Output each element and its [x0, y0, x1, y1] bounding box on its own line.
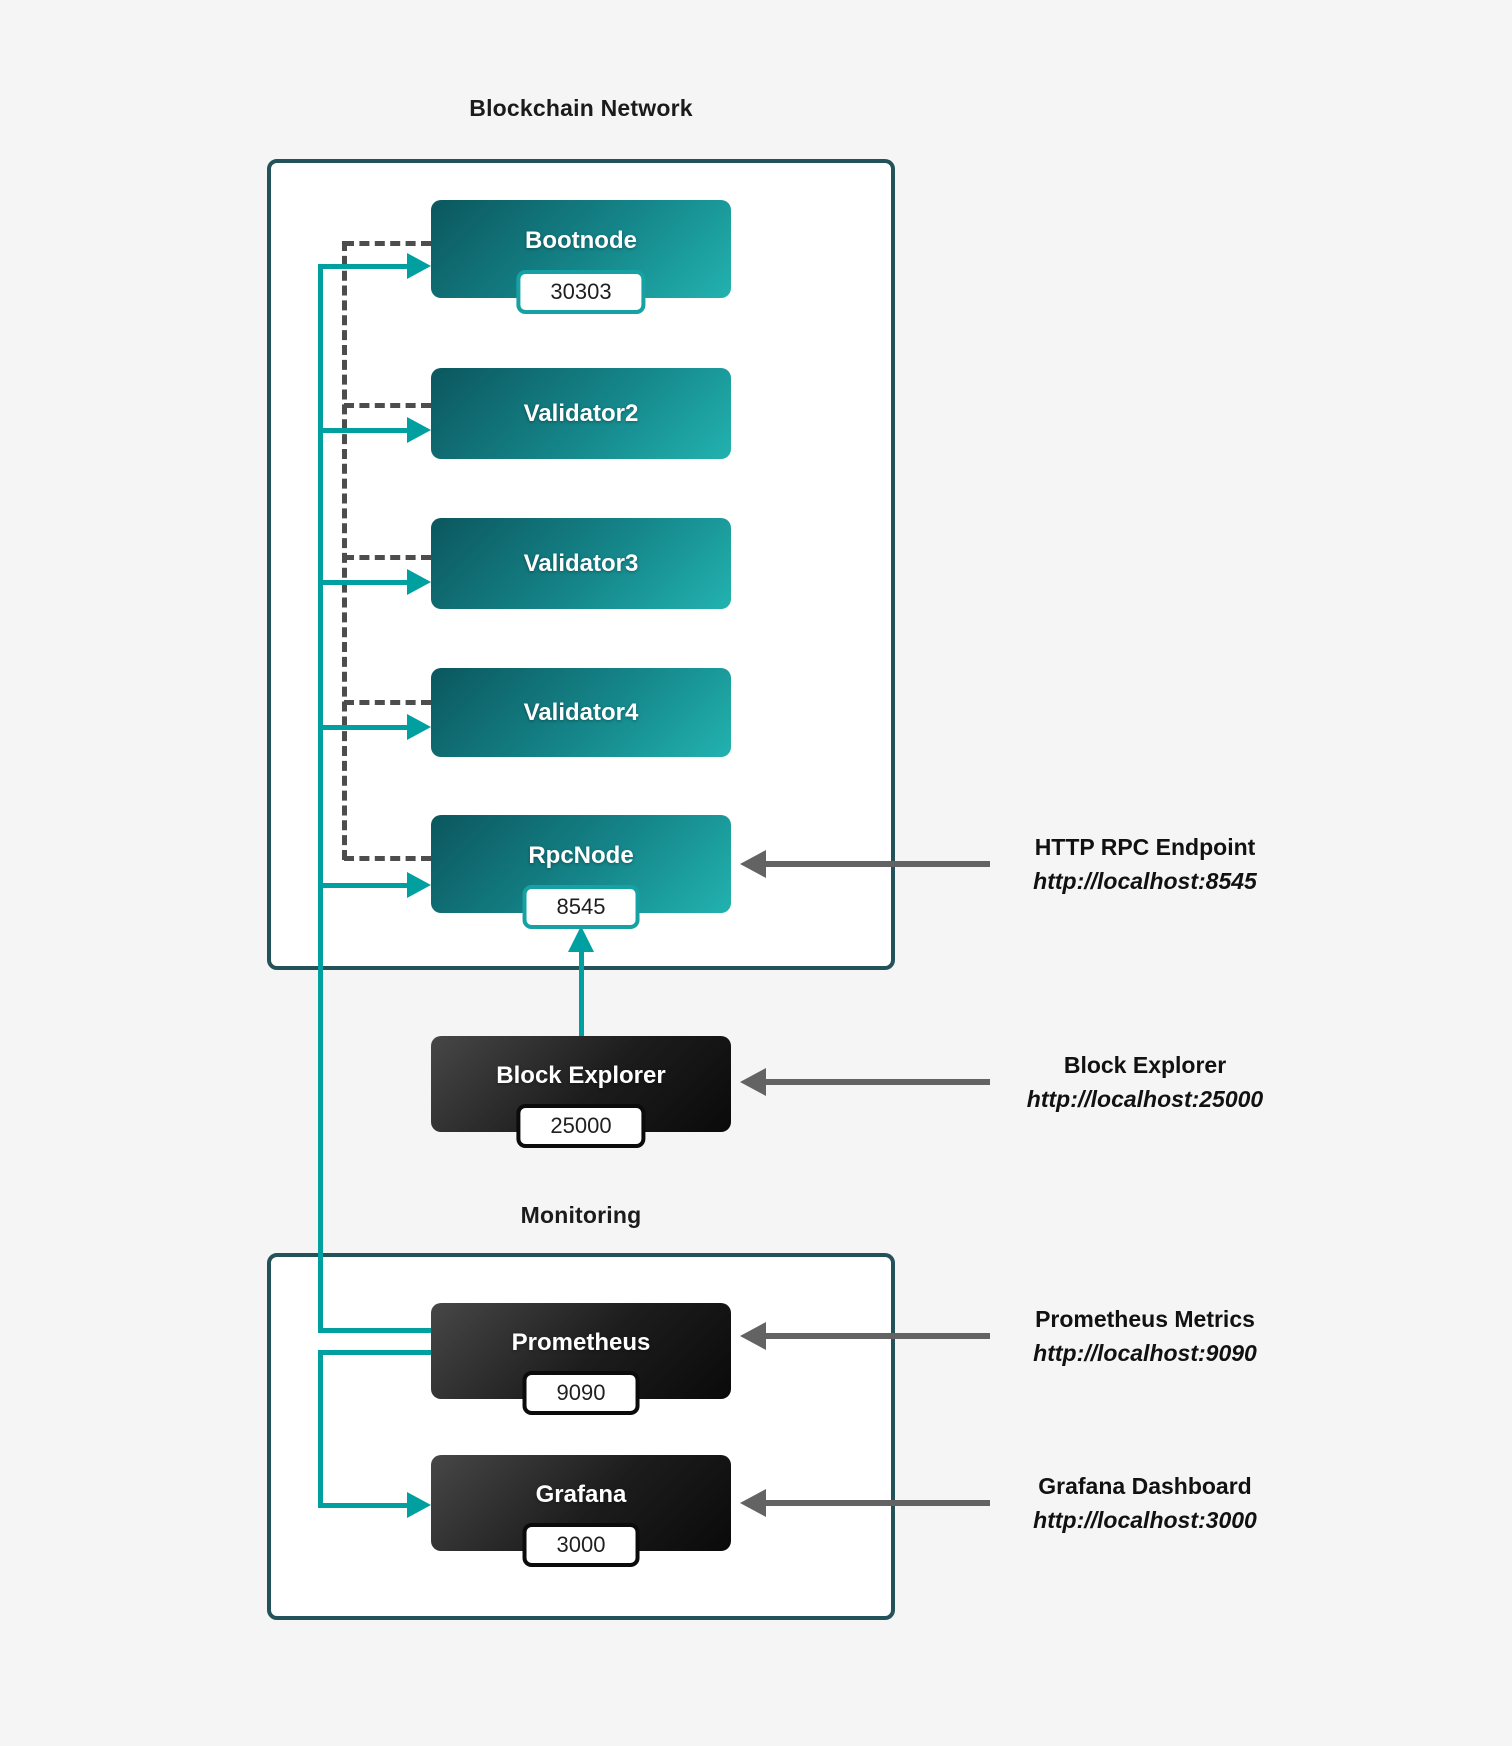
dashed-connector-rpcnode — [344, 856, 431, 861]
node-prometheus — [431, 1303, 731, 1405]
node-validator2-label: Validator2 — [523, 399, 639, 427]
annotation-grafana-url: http://localhost:3000 — [1033, 1507, 1257, 1533]
node-validator4-label: Validator4 — [523, 698, 639, 726]
node-grafana — [431, 1455, 731, 1557]
node-bootnode-label: Bootnode — [525, 227, 637, 254]
node-prometheus-port-badge: 9090 — [523, 1371, 640, 1415]
annotation-prometheus — [985, 1302, 1305, 1370]
dashed-connector-bootnode — [344, 241, 431, 246]
node-block-explorer-port-badge: 25000 — [516, 1104, 645, 1148]
node-grafana-label: Grafana — [535, 1481, 627, 1508]
dashed-connector-validator3 — [344, 555, 431, 560]
gray-arrowhead-block-explorer — [740, 1068, 766, 1096]
gray-arrow-line-rpc-endpoint — [764, 861, 990, 867]
node-prometheus-label: Prometheus — [511, 1329, 651, 1356]
teal-branch-validator2 — [318, 428, 409, 433]
arrowhead-up-into-rpcnode-port — [568, 926, 594, 952]
gray-arrow-line-block-explorer — [764, 1079, 990, 1085]
annotation-rpc-endpoint — [985, 830, 1305, 898]
arrowhead-into-bootnode — [407, 253, 431, 279]
annotation-grafana-title: Grafana Dashboard — [1038, 1473, 1252, 1499]
node-block-explorer — [431, 1036, 731, 1138]
node-rpcnode — [431, 815, 731, 919]
arrowhead-into-validator3 — [407, 569, 431, 595]
annotation-grafana — [985, 1469, 1305, 1537]
dashed-connector-validator2 — [344, 403, 431, 408]
teal-branch-bootnode — [318, 264, 409, 269]
arrowhead-into-grafana — [407, 1492, 431, 1518]
teal-branch-validator3 — [318, 580, 409, 585]
arrowhead-into-validator4 — [407, 714, 431, 740]
node-bootnode — [431, 200, 731, 304]
annotation-prometheus-url: http://localhost:9090 — [1033, 1340, 1257, 1366]
node-rpcnode-label: RpcNode — [528, 842, 634, 869]
teal-branch-rpcnode — [318, 883, 409, 888]
dashed-connector-trunk — [342, 241, 347, 860]
node-validator2 — [431, 368, 731, 459]
node-rpcnode-port-badge: 8545 — [523, 885, 640, 929]
arrowhead-into-validator2 — [407, 417, 431, 443]
dashed-connector-validator4 — [344, 700, 431, 705]
monitoring-title: Monitoring — [520, 1202, 642, 1228]
annotation-block-explorer-url: http://localhost:25000 — [1026, 1086, 1264, 1112]
node-grafana-port-badge: 3000 — [523, 1523, 640, 1567]
annotation-rpc-endpoint-url: http://localhost:8545 — [1033, 868, 1257, 894]
annotation-rpc-endpoint-title: HTTP RPC Endpoint — [1034, 834, 1256, 860]
annotation-block-explorer-title: Block Explorer — [1063, 1052, 1227, 1078]
annotation-block-explorer — [985, 1048, 1305, 1116]
gray-arrowhead-prometheus — [740, 1322, 766, 1350]
teal-branch-validator4 — [318, 725, 409, 730]
node-block-explorer-label: Block Explorer — [496, 1062, 666, 1089]
teal-branch-grafana — [318, 1503, 409, 1508]
node-validator3-label: Validator3 — [523, 549, 639, 577]
node-bootnode-port-badge: 30303 — [516, 270, 645, 314]
gray-arrowhead-grafana — [740, 1489, 766, 1517]
gray-arrow-line-grafana — [764, 1500, 990, 1506]
teal-branch-prometheus — [318, 1328, 431, 1333]
node-validator4 — [431, 668, 731, 757]
node-validator3 — [431, 518, 731, 609]
arrowhead-into-rpcnode — [407, 872, 431, 898]
gray-arrow-line-prometheus — [764, 1333, 990, 1339]
teal-connector-trunk — [318, 264, 323, 1332]
annotation-prometheus-title: Prometheus Metrics — [1035, 1306, 1255, 1332]
teal-connector-explorer-rpcnode — [579, 950, 584, 1036]
teal-connector-prometheus-out — [318, 1350, 431, 1355]
blockchain-network-title: Blockchain Network — [469, 95, 693, 121]
teal-connector-prometheus-grafana — [318, 1350, 323, 1508]
gray-arrowhead-rpc-endpoint — [740, 850, 766, 878]
